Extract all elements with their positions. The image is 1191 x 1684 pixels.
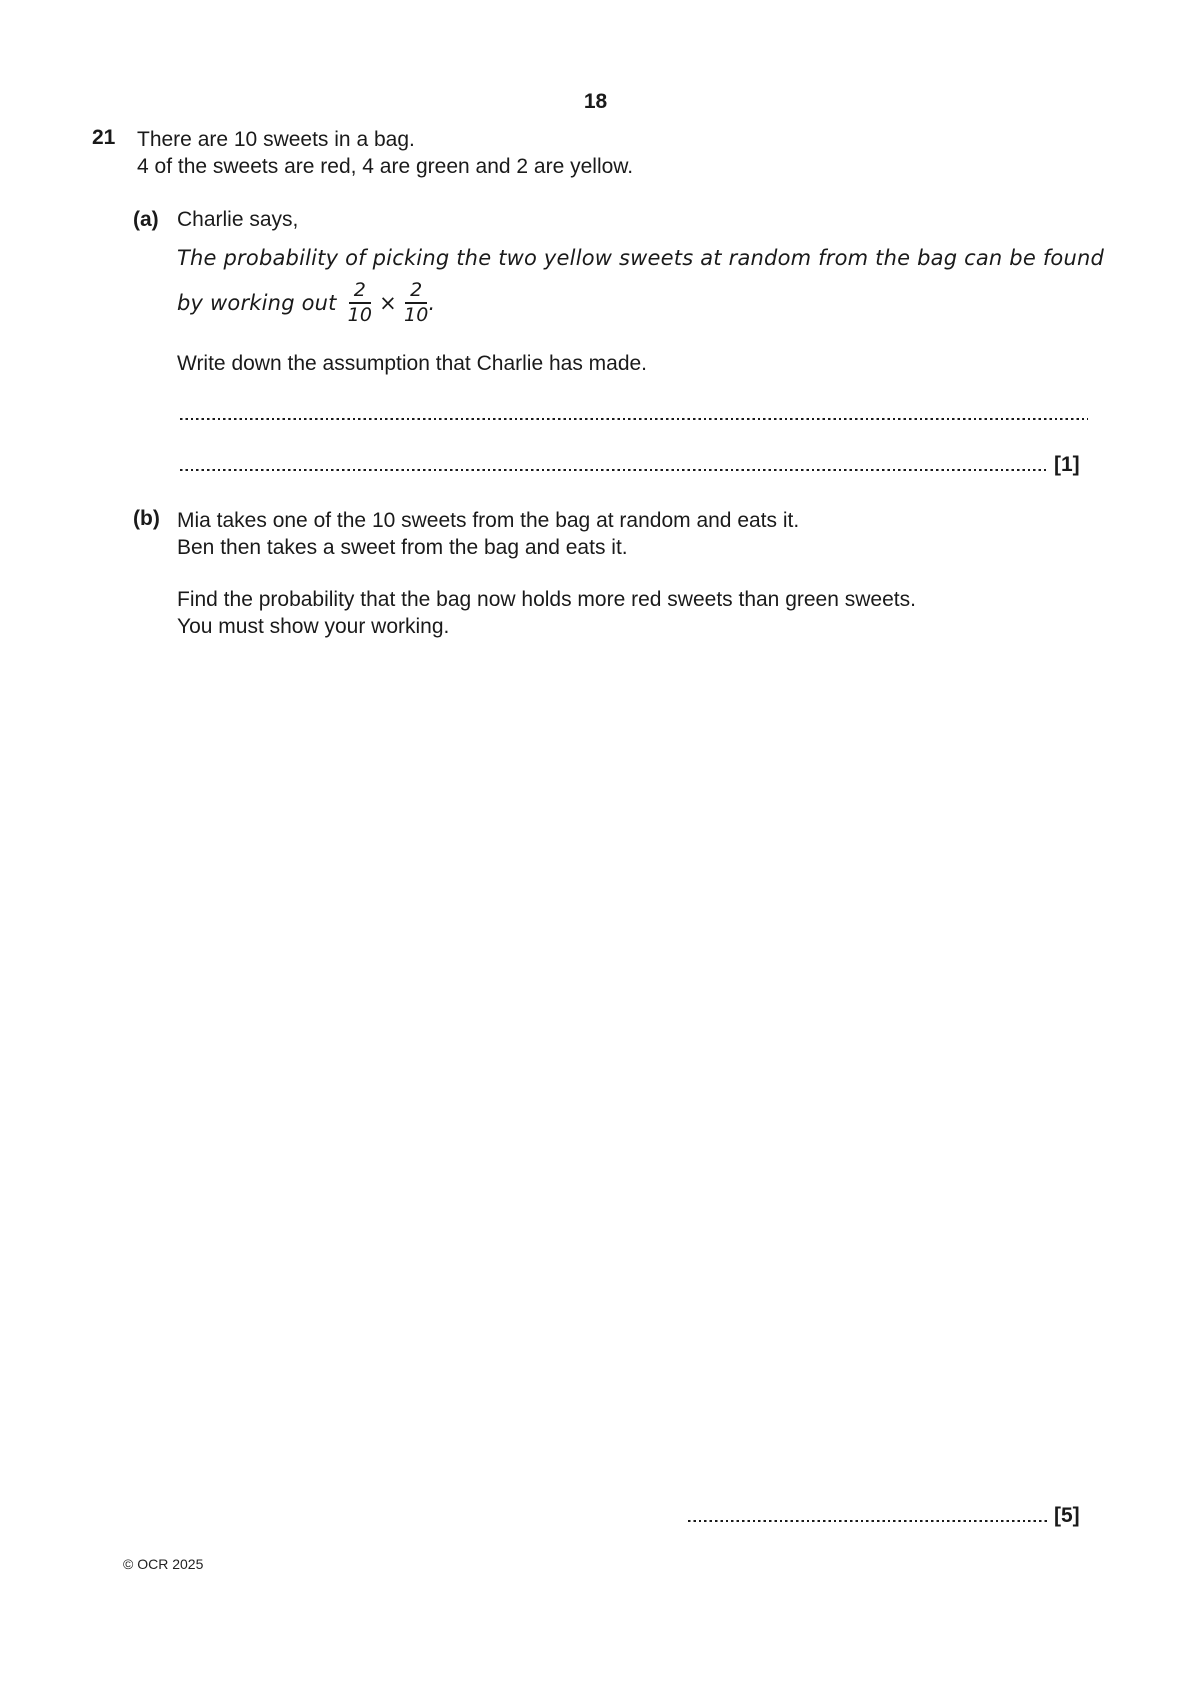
part-b-marks: [5]	[1054, 1504, 1080, 1527]
part-b-statement-line: Mia takes one of the 10 sweets from the bag at random and eats it.	[177, 509, 800, 532]
final-answer-line	[688, 1520, 1048, 1522]
part-a-label: (a)	[133, 208, 159, 231]
part-a-prompt: Write down the assumption that Charlie has made.	[177, 352, 648, 375]
part-a-marks: [1]	[1054, 453, 1080, 476]
part-a-lead: Charlie says,	[177, 208, 299, 231]
multiplication-sign: ×	[379, 290, 397, 315]
copyright-notice: © OCR 2025	[123, 1556, 204, 1572]
part-b-prompt	[177, 586, 916, 640]
fraction-2	[404, 280, 429, 326]
quote-end-punctuation: .	[428, 290, 436, 315]
question-intro-line: 4 of the sweets are red, 4 are green and 2 are yellow.	[137, 155, 634, 178]
question-number: 21	[92, 126, 116, 149]
part-b-statement-line: Ben then takes a sweet from the bag and eats it.	[177, 536, 628, 559]
question-intro	[137, 126, 633, 180]
fraction-1	[348, 280, 373, 326]
fraction-2-numerator: 2	[405, 280, 427, 304]
charlie-quote-line-1: The probability of picking the two yellow sweets at random from the bag can be found	[177, 246, 1105, 270]
question-intro-line: There are 10 sweets in a bag.	[137, 128, 415, 151]
part-b-label: (b)	[133, 507, 160, 530]
fraction-2-denominator: 10	[403, 303, 429, 326]
part-b-statement	[177, 507, 799, 561]
fraction-1-numerator: 2	[349, 280, 371, 304]
answer-line	[180, 418, 1088, 420]
fraction-1-denominator: 10	[347, 303, 373, 326]
part-b-prompt-line: Find the probability that the bag now holds more red sweets than green sweets.	[177, 588, 916, 611]
charlie-quote-line-2	[177, 280, 435, 326]
page-number: 18	[583, 90, 608, 113]
part-b-prompt-line: You must show your working.	[177, 615, 450, 638]
quote-prefix: by working out	[177, 290, 337, 315]
answer-line	[180, 469, 1046, 471]
